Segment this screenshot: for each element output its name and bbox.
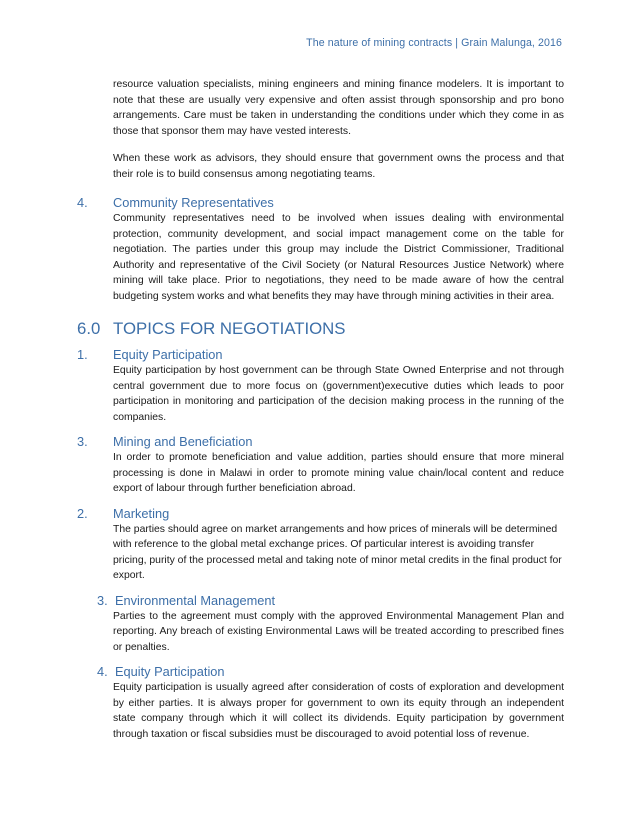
topic-equity-participation-2 — [97, 664, 564, 742]
topic-title: Environmental Management — [115, 592, 276, 608]
topic-title: Equity Participation — [113, 347, 223, 362]
topic-heading — [77, 347, 564, 363]
topic-body: Equity participation by host government can be through State Owned Enterprise and not through central government due to more focus on (government)executive duties which leads to poor participation in monitoring and participation of the decision making process in the running of the companies. — [113, 365, 564, 423]
topic-heading — [97, 664, 564, 680]
topic-mining-and-beneficiation — [77, 434, 564, 497]
chapter-title: TOPICS FOR NEGOTIATIONS — [113, 319, 346, 338]
topic-title: Mining and Beneficiation — [113, 434, 253, 449]
topic-number: 3. — [77, 434, 88, 449]
topic-number: 2. — [77, 505, 88, 521]
chapter-number: 6.0 — [77, 319, 101, 338]
topic-heading — [97, 593, 564, 609]
topic-heading — [77, 434, 564, 450]
section-heading — [77, 195, 564, 211]
chapter-heading — [77, 319, 564, 339]
topic-number: 3. — [97, 592, 108, 608]
topic-number: 4. — [97, 664, 108, 679]
topic-equity-participation — [77, 347, 564, 425]
topic-body: Equity participation is usually agreed after consideration of costs of exploration and development by either parties. It is always proper for government to own its equity through an independent state company through which it will collect its dividends. Equity participation by government through taxation or fiscal subsidies must be discouraged to avoid potential loss of revenue. — [113, 682, 564, 740]
intro-paragraph: resource valuation specialists, mining engineers and mining finance modelers. It is important to note that these are usually very expensive and often assist through sponsorship and pro bono arrangements. Care must be taken in understanding the conditions under which they come in as those that sponsor them may have vested interests. — [113, 79, 564, 137]
page-content — [77, 77, 564, 742]
topic-title: Marketing — [113, 505, 170, 521]
section-body: Community representatives need to be involved when issues dealing with environmental protection, community development, and social impact management come on the table for negotiation. The parties under this group may include the District Commissioner, Traditional Authority and representative of the Civil Society (or Natural Resources Justice Network) where mining will take place. Prior to negotiations, they need to be made aware of how the central budgeting system works and what benefits they may have through mining activities in their area. — [113, 213, 564, 302]
intro-paragraph: When these work as advisors, they should ensure that government owns the process and that their role is to build consensus among negotiating teams. — [113, 153, 564, 180]
topic-title: Equity Participation — [115, 664, 225, 679]
topic-body: In order to promote beneficiation and value addition, parties should ensure that more mineral processing is done in Malawi in order to promote mining value chain/local content and reduce export of labour through further beneficiation abroad. — [113, 452, 564, 494]
topic-marketing — [77, 505, 564, 584]
topic-body: Parties to the agreement must comply with the approved Environmental Management Plan and reporting. Any breach of existing Environmental Laws will be treated according to prescribed fines or penalties. — [113, 610, 564, 653]
section-title: Community Representatives — [113, 195, 274, 210]
topic-number: 1. — [77, 347, 88, 362]
topic-body: The parties should agree on market arrangements and how prices of minerals will be determined with reference to the global metal exchange prices. Of particular interest is avoiding transfer pricing, purity of the processed metal and taking note of minor metal credits in the final product for export. — [113, 523, 562, 581]
topic-heading — [77, 505, 564, 522]
section-number: 4. — [77, 195, 88, 210]
running-header: The nature of mining contracts | Grain Malunga, 2016 — [306, 37, 562, 49]
section-community-representatives — [77, 195, 564, 304]
topic-environmental-management — [97, 592, 564, 656]
section-topics-for-negotiations — [77, 319, 564, 339]
